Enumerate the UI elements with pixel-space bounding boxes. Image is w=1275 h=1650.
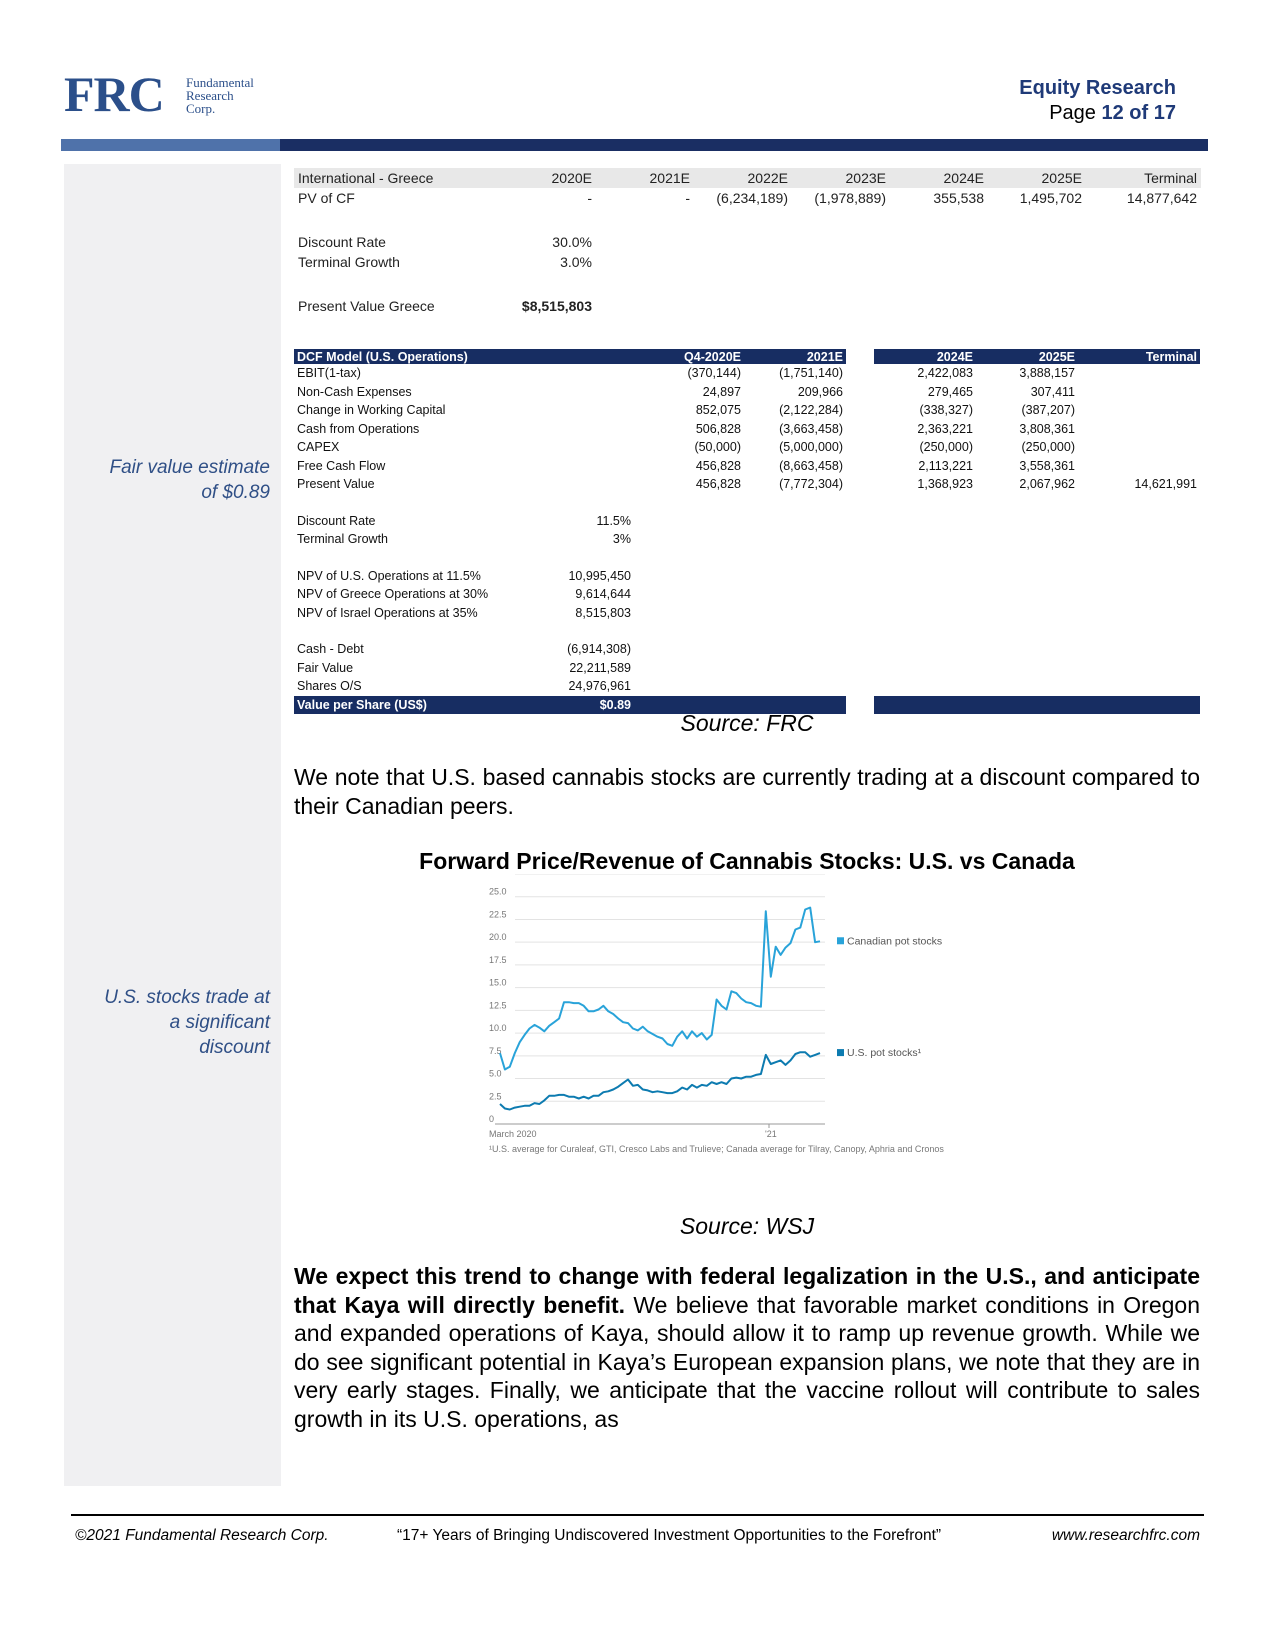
- paragraph-body: We believe that favorable market conditions in Oregon and expanded operations of Kaya, should allow it to ramp up revenue growth. While we do see significant potential in Kaya’s European expansion plans, we note that they are in very early stages. Finally, we anticipate that the vaccine rollout will contribute to sales growth in its U.S. operations, as: [294, 1291, 1201, 1432]
- table-cell: [1078, 438, 1200, 457]
- table-cell: (370,144): [687, 366, 741, 381]
- table-cell: Value per Share (US$): [294, 696, 554, 715]
- y-tick-label: 7.5: [489, 1045, 502, 1056]
- paragraph-lead: We expect this trend to change with federal legalization in the U.S., and anticipate that Kaya will directly benefit.: [294, 1263, 1200, 1318]
- table-cell: Terminal Growth: [298, 254, 400, 270]
- table-cell: 24,897: [702, 384, 741, 399]
- greece-table: [294, 168, 1201, 316]
- table-cell: Free Cash Flow: [297, 458, 386, 473]
- header-cell: DCF Model (U.S. Operations): [294, 349, 554, 364]
- y-tick-label: 20.0: [489, 932, 507, 943]
- header-cell: 2024E: [890, 168, 988, 188]
- table-cell: (3,663,458): [779, 421, 843, 436]
- table-header-row: [294, 349, 1200, 364]
- table-cell: Discount Rate: [298, 234, 386, 250]
- table-cell: 279,465: [927, 384, 973, 399]
- paragraph-discount: We note that U.S. based cannabis stocks are currently trading at a discount compared to their Canadian peers.: [294, 764, 1200, 819]
- table-cell: [1078, 457, 1200, 476]
- page-header: [1019, 76, 1176, 126]
- table-cell: 506,828: [695, 421, 741, 436]
- logo-line: Fundamental: [186, 75, 254, 90]
- table-cell: Cash from Operations: [297, 421, 420, 436]
- chart-title: Forward Price/Revenue of Cannabis Stocks: U.S. vs Canada: [419, 848, 1075, 874]
- table-row: [294, 383, 1200, 402]
- pricerevenue-chart: [485, 874, 1005, 1210]
- table-cell: [1078, 364, 1200, 383]
- table-cell: 2,113,221: [918, 458, 973, 473]
- table-cell: Discount Rate: [297, 513, 376, 528]
- header-bar-accent: [61, 139, 280, 151]
- table-row: [294, 475, 1200, 494]
- table-row: [294, 677, 1200, 696]
- table-cell: 11.5%: [596, 513, 631, 528]
- table-cell: 30.0%: [552, 234, 592, 250]
- table-cell: (7,772,304): [779, 477, 843, 492]
- table-cell: 14,877,642: [1126, 190, 1197, 206]
- y-tick-label: 2.5: [489, 1091, 502, 1102]
- header-cell: 2024E: [874, 349, 976, 364]
- y-tick-label: 10.0: [489, 1023, 507, 1034]
- series-line: [500, 908, 820, 1070]
- table-cell: (2,122,284): [779, 403, 843, 418]
- y-tick-label: 12.5: [489, 1000, 507, 1011]
- chart-source: Source: WSJ: [679, 1213, 815, 1239]
- table-cell: 8,515,803: [575, 605, 631, 620]
- table-cell: 2,363,221: [917, 421, 973, 436]
- table-cell: 456,828: [695, 458, 741, 473]
- npv-row: [294, 567, 1200, 586]
- table-cell: (387,207): [1021, 403, 1075, 418]
- footer-website[interactable]: www.researchfrc.com: [1051, 1527, 1200, 1544]
- header-cell: 2023E: [792, 168, 890, 188]
- table-cell: Shares O/S: [297, 679, 362, 694]
- table-row: [294, 530, 1200, 549]
- table-cell: Present Value Greece: [298, 298, 435, 314]
- chart-footnote: ¹U.S. average for Curaleaf, GTI, Cresco Labs and Trulieve; Canada average for Tilray, Canopy, Aphria and Cronos: [489, 1144, 944, 1154]
- sidebar-note-line: discount: [199, 1037, 270, 1058]
- table-cell: 3,888,157: [1019, 366, 1075, 381]
- table-row: [294, 401, 1200, 420]
- table-cell: (338,327): [919, 403, 973, 418]
- npv-row: [294, 604, 1200, 623]
- page-total: 17: [1153, 102, 1176, 124]
- table-cell: (1,751,140): [779, 366, 843, 381]
- logo-line: Corp.: [186, 101, 216, 116]
- header-cell: 2020E: [504, 168, 596, 188]
- y-tick-label: 22.5: [489, 909, 507, 920]
- y-tick-label: 5.0: [489, 1068, 502, 1079]
- table-cell: PV of CF: [298, 190, 355, 206]
- table-cell: 456,828: [695, 477, 741, 492]
- legend-label: U.S. pot stocks¹: [847, 1047, 922, 1060]
- footer-copyright: ©2021 Fundamental Research Corp.: [75, 1527, 329, 1544]
- header-cell: Terminal: [1078, 349, 1200, 364]
- table-cell: 307,411: [1030, 384, 1075, 399]
- table-cell: 209,966: [797, 384, 843, 399]
- dcf-table: [294, 349, 1200, 714]
- table-cell: (250,000): [919, 440, 973, 455]
- table-row: [294, 640, 1200, 659]
- table-cell: NPV of Greece Operations at 30%: [297, 587, 489, 602]
- legend-swatch: [837, 1049, 844, 1056]
- table-cell: NPV of Israel Operations at 35%: [297, 605, 478, 620]
- table-header-row: [294, 168, 1201, 188]
- table-cell: 3,808,361: [1019, 421, 1075, 436]
- table-cell: -: [587, 190, 592, 206]
- header-cell: Terminal: [1086, 168, 1201, 188]
- page-of: of: [1129, 102, 1149, 124]
- header-cell: 2021E: [744, 349, 846, 364]
- table-cell: $8,515,803: [521, 298, 592, 314]
- table-cell: Fair Value: [297, 660, 354, 675]
- table-cell: 9,614,644: [575, 587, 631, 602]
- table-cell: $0.89: [554, 696, 634, 715]
- x-tick-label: March 2020: [489, 1129, 537, 1139]
- table-row: [294, 420, 1200, 439]
- y-tick-label: 0: [489, 1114, 495, 1124]
- table-cell: 2,067,962: [1019, 477, 1075, 492]
- table-row: [294, 296, 1201, 316]
- sidebar-note-line: Fair value estimate: [109, 457, 270, 478]
- npv-row: [294, 585, 1200, 604]
- table-cell: [1078, 401, 1200, 420]
- page-number: [1019, 101, 1176, 126]
- sidebar-note-discount: [64, 985, 270, 1060]
- y-tick-label: 17.5: [489, 954, 507, 965]
- legend-label: Canadian pot stocks: [847, 935, 943, 948]
- logo-frc: FRC: [64, 66, 164, 122]
- page-prefix: Page: [1049, 102, 1096, 124]
- table-cell: 14,621,991: [1134, 477, 1197, 492]
- logo-line: Research: [186, 88, 234, 103]
- table-cell: (6,914,308): [567, 642, 631, 657]
- table-cell: Cash - Debt: [297, 642, 364, 657]
- table-cell: (6,234,189): [716, 190, 788, 206]
- table-cell: 1,495,702: [1019, 190, 1082, 206]
- table-cell: 852,075: [695, 403, 741, 418]
- sidebar-note-line: of $0.89: [201, 482, 270, 503]
- table-cell: Non-Cash Expenses: [297, 384, 412, 399]
- header-cell: 2025E: [988, 168, 1086, 188]
- table-cell: -: [685, 190, 690, 206]
- table-cell: 10,995,450: [568, 568, 631, 583]
- legend-swatch: [837, 937, 844, 944]
- table-cell: (8,663,458): [779, 458, 843, 473]
- sidebar-note-line: a significant: [169, 1012, 270, 1033]
- table-source: Source: FRC: [680, 710, 814, 736]
- logo-text: [186, 76, 254, 115]
- section-title: Equity Research: [1019, 77, 1176, 99]
- header-cell: International - Greece: [294, 168, 504, 188]
- table-cell: CAPEX: [297, 440, 340, 455]
- table-cell: (250,000): [1021, 440, 1075, 455]
- header-cell: 2021E: [596, 168, 694, 188]
- footer-divider: [71, 1514, 1204, 1516]
- table-cell: 3,558,361: [1019, 458, 1075, 473]
- table-row: [294, 457, 1200, 476]
- sidebar: [64, 164, 281, 1486]
- header-cell: 2022E: [694, 168, 792, 188]
- page-current: 12: [1101, 102, 1124, 124]
- paragraph-outlook: [294, 1262, 1200, 1433]
- table-row: [294, 512, 1200, 531]
- header-cell: Q4-2020E: [634, 349, 744, 364]
- sidebar-note-line: U.S. stocks trade at: [104, 987, 270, 1008]
- table-row: [294, 252, 1201, 272]
- table-row: [294, 364, 1200, 383]
- table-row: [294, 659, 1200, 678]
- header-cell: 2025E: [976, 349, 1078, 364]
- table-cell: 24,976,961: [568, 679, 631, 694]
- x-tick-label: '21: [765, 1129, 777, 1139]
- table-cell: 22,211,589: [569, 660, 631, 675]
- header-bar: [280, 139, 1208, 151]
- table-cell: (50,000): [694, 440, 741, 455]
- table-cell: NPV of U.S. Operations at 11.5%: [297, 568, 481, 583]
- footer-tagline: “17+ Years of Bringing Undiscovered Investment Opportunities to the Forefront”: [397, 1527, 942, 1544]
- table-cell: [1078, 383, 1200, 402]
- sidebar-note-fair-value: [64, 455, 270, 505]
- table-cell: 355,538: [933, 190, 984, 206]
- table-cell: (1,978,889): [814, 190, 886, 206]
- table-cell: EBIT(1-tax): [297, 366, 361, 381]
- table-cell: (5,000,000): [779, 440, 843, 455]
- table-cell: 2,422,083: [917, 366, 973, 381]
- y-tick-label: 15.0: [489, 977, 507, 988]
- table-cell: 3%: [612, 532, 631, 547]
- table-cell: Present Value: [297, 477, 375, 492]
- table-cell: 3.0%: [560, 254, 592, 270]
- table-row: [294, 188, 1201, 208]
- table-cell: Terminal Growth: [297, 532, 388, 547]
- table-row: [294, 438, 1200, 457]
- table-row: [294, 232, 1201, 252]
- table-cell: [1078, 420, 1200, 439]
- y-tick-label: 25.0: [489, 886, 507, 897]
- table-cell: 1,368,923: [917, 477, 973, 492]
- table-cell: Change in Working Capital: [297, 403, 446, 418]
